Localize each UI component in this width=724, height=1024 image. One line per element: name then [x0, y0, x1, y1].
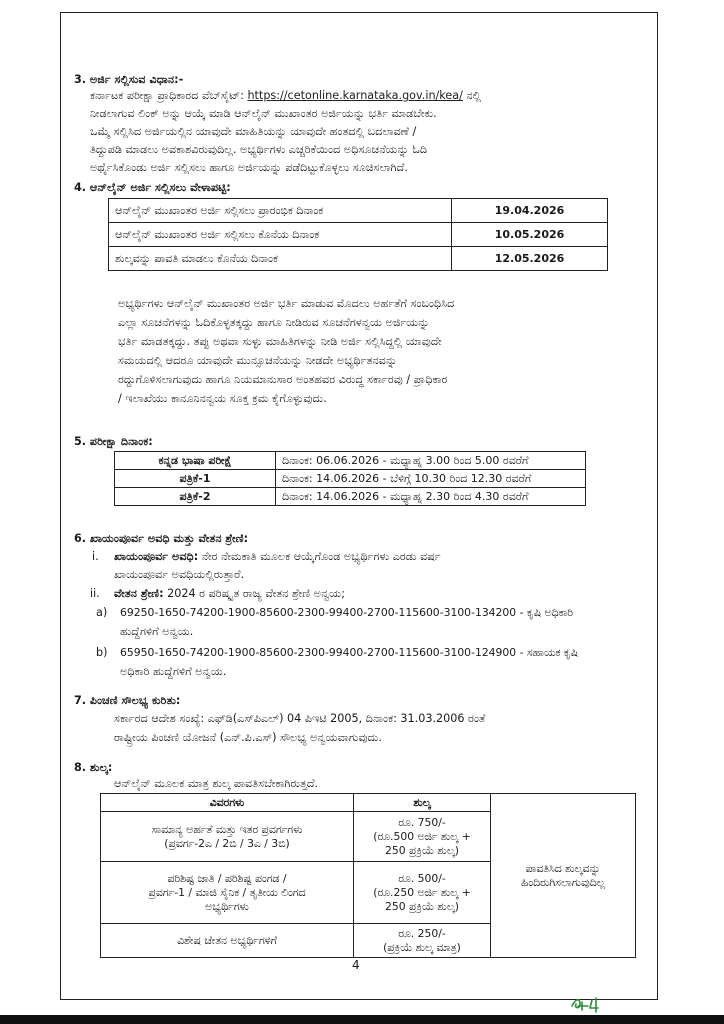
schedule-label: ಆನ್‌ಲೈನ್ ಮುಖಾಂತರ ಅರ್ಜಿ ಸಲ್ಲಿಸಲು ಪ್ರಾರಂಭಿಕ ದಿನಾಂಕ	[109, 199, 452, 223]
fee-category-line: ಅಭ್ಯರ್ಥಿಗಳು	[205, 899, 249, 913]
schedule-row	[109, 247, 608, 271]
fee-category	[101, 812, 354, 862]
signature-mark	[568, 994, 608, 1014]
fee-amount	[354, 862, 491, 924]
scan-bottom-edge	[0, 1015, 724, 1024]
section-3-line-2: ನೀಡಲಾಗುವ ಲಿಂಕ್ ಅನ್ನು ಆಯ್ಕೆ ಮಾಡಿ ಆನ್‌ಲೈನ್ ಮುಖಾಂತರ ಅರ್ಜಿಯನ್ನು ಭರ್ತಿ ಮಾಡಬೇಕು.	[90, 107, 437, 120]
section-4-para-line: ಎಲ್ಲಾ ಸೂಚನೆಗಳನ್ನು ಓದಿಕೊಳ್ಳತಕ್ಕದ್ದು ಹಾಗೂ ನೀಡಿರುವ ಸೂಚನೆಗಳನ್ವಯ ಅರ್ಜಿಯನ್ನು	[118, 316, 430, 329]
schedule-label: ಆನ್‌ಲೈನ್ ಮುಖಾಂತರ ಅರ್ಜಿ ಸಲ್ಲಿಸಲು ಕೊನೆಯ ದಿನಾಂಕ	[109, 223, 452, 247]
fee-amount-line: (ರೂ.250 ಅರ್ಜಿ ಶುಲ್ಕ +	[373, 885, 471, 899]
fee-intro: ಆನ್‌ಲೈನ್ ಮೂಲಕ ಮಾತ್ರ ಶುಲ್ಕ ಪಾವತಿಸಬೇಕಾಗಿರುತ್ತದೆ.	[114, 777, 319, 790]
fee-amount-line: ರೂ. 250/-	[398, 926, 446, 940]
fee-amount	[354, 812, 491, 862]
refund-note	[491, 794, 636, 958]
pay-scale-label: ವೇತನ ಶ್ರೇಣಿ:	[114, 587, 164, 600]
section-4-para-line: ಭರ್ತಿ ಮಾಡತಕ್ಕದ್ದು. ತಪ್ಪು ಅಥವಾ ಸುಳ್ಳು ಮಾಹಿತಿಗಳನ್ನು ನೀಡಿ ಅರ್ಜಿ ಸಲ್ಲಿಸಿದ್ದಲ್ಲಿ ಯಾವುದೇ	[118, 335, 442, 348]
section-4-para-line: ಅಭ್ಯರ್ಥಿಗಳು ಆನ್‌ಲೈನ್ ಮುಖಾಂತರ ಅರ್ಜಿ ಭರ್ತಿ ಮಾಡುವ ಮೊದಲು ಅರ್ಹತೆಗೆ ಸಂಬಂಧಿಸಿದ	[118, 297, 455, 310]
section-4-para-line: ಸಮಯದಲ್ಲಿ ಆದರೂ ಯಾವುದೇ ಮುನ್ಸೂಚನೆಯನ್ನು ನೀಡದೇ ಅಭ್ಯರ್ಥಿತನವನ್ನು	[118, 354, 398, 367]
fee-col-details: ವಿವರಗಳು	[101, 794, 354, 812]
fee-category	[101, 862, 354, 924]
fee-table	[100, 793, 636, 958]
fee-amount-line: (ಪ್ರಕ್ರಿಯೆ ಶುಲ್ಕ ಮಾತ್ರ)	[383, 940, 461, 954]
list-marker-b: b)	[96, 646, 108, 659]
refund-note-line-2: ಹಿಂದಿರುಗಿಸಲಾಗುವುದಿಲ್ಲ	[520, 875, 606, 889]
pay-scale-ao: 69250-1650-74200-1900-85600-2300-99400-2700-115600-3100-134200 - ಕೃಷಿ ಅಧಿಕಾರಿ	[120, 606, 573, 619]
exam-row	[115, 452, 586, 470]
section-3-line-3: ಒಮ್ಮೆ ಸಲ್ಲಿಸಿದ ಅರ್ಜಿಯಲ್ಲಿನ ಯಾವುದೇ ಮಾಹಿತಿಯನ್ನು ಯಾವುದೇ ಹಂತದಲ್ಲಿ ಬದಲಾವಣೆ /	[90, 125, 417, 138]
pay-scale-line	[114, 586, 345, 602]
exam-date-table	[114, 451, 586, 506]
schedule-date: 10.05.2026	[452, 223, 608, 247]
pension-line-1: ಸರ್ಕಾರದ ಆದೇಶ ಸಂಖ್ಯೆ: ಎಫ್‌ಡಿ(ಎಸ್‌ಪಿಎಲ್) 04 ಪಿಇಟಿ 2005, ದಿನಾಂಕ: 31.03.2006 ರಂತೆ	[114, 712, 486, 725]
list-marker-ii: ii.	[90, 587, 100, 600]
schedule-row	[109, 199, 608, 223]
fee-amount-line: 250 ಪ್ರಕ್ರಿಯೆ ಶುಲ್ಕ)	[385, 899, 459, 913]
fee-category-line: ವಿಶೇಷ ಚೇತನ ಅಭ್ಯರ್ಥಿಗಳಿಗೆ	[177, 933, 277, 947]
probation-label: ಖಾಯಂಪೂರ್ವ ಅವಧಿ:	[114, 550, 199, 563]
pay-scale-aao-2: ಅಧಿಕಾರಿ ಹುದ್ದೆಗಳಿಗೆ ಅನ್ವಯ.	[120, 665, 227, 678]
exam-timing: ದಿನಾಂಕ: 14.06.2026 - ಮಧ್ಯಾಹ್ನ 2.30 ರಿಂದ 4.30 ರವರೆಗೆ	[276, 488, 586, 506]
refund-note-line-1: ಪಾವತಿಸಿದ ಶುಲ್ಕವನ್ನು	[525, 861, 601, 875]
section-4-para-line: ರದ್ದುಗೊಳಿಸಲಾಗುವುದು ಹಾಗೂ ನಿಯಮಾನುಸಾರ ಅಂತಹವರ ವಿರುದ್ಧ ಸರ್ಕಾರವು / ಪ್ರಾಧಿಕಾರ	[118, 373, 448, 386]
fee-category-line: ಪರಿಶಿಷ್ಟ ಜಾತಿ / ಪರಿಶಿಷ್ಟ ಪಂಗಡ /	[167, 871, 287, 885]
exam-paper: ಪತ್ರಿಕೆ-2	[115, 488, 276, 506]
list-marker-i: i.	[92, 550, 99, 563]
exam-row	[115, 470, 586, 488]
exam-paper: ಪತ್ರಿಕೆ-1	[115, 470, 276, 488]
section-3-line-4: ತಿದ್ದುಪಡಿ ಮಾಡಲು ಅವಕಾಶವಿರುವುದಿಲ್ಲ. ಅಭ್ಯರ್ಥಿಗಳು ಎಚ್ಚರಿಕೆಯಿಂದ ಅಧಿಸೂಚನೆಯನ್ನು ಓದಿ	[90, 143, 428, 156]
fee-amount-line: ರೂ. 500/-	[398, 871, 446, 885]
exam-timing: ದಿನಾಂಕ: 14.06.2026 - ಬೆಳಿಗ್ಗೆ 10.30 ರಿಂದ 12.30 ರವರೆಗೆ	[276, 470, 586, 488]
schedule-row	[109, 223, 608, 247]
section-3-line-5: ಅರ್ಥೈಸಿಕೊಂಡು ಅರ್ಜಿ ಸಲ್ಲಿಸಲು ಹಾಗೂ ಅರ್ಜಿಯನ್ನು ಪಡೆದಿಟ್ಟುಕೊಳ್ಳಲು ಸೂಚಿಸಲಾಗಿದೆ.	[90, 161, 408, 174]
exam-timing: ದಿನಾಂಕ: 06.06.2026 - ಮಧ್ಯಾಹ್ನ 3.00 ರಿಂದ 5.00 ರವರೆಗೆ	[276, 452, 586, 470]
kea-website-link[interactable]: https://cetonline.karnataka.gov.in/kea/	[247, 89, 463, 102]
exam-row	[115, 488, 586, 506]
list-marker-a: a)	[96, 606, 108, 619]
section-7-heading: 7. ಪಿಂಚಣಿ ಸೌಲಭ್ಯ ಕುರಿತು:	[74, 694, 181, 707]
fee-category-line: ಸಾಮಾನ್ಯ ಅರ್ಹತೆ ಮತ್ತು ಇತರ ಪ್ರವರ್ಗಗಳು	[151, 822, 303, 836]
section-3-line-1	[90, 88, 481, 104]
schedule-date: 19.04.2026	[452, 199, 608, 223]
fee-category-line: (ಪ್ರವರ್ಗ-2ಎ / 2ಬಿ / 3ಎ / 3ಬಿ)	[164, 836, 290, 850]
probation-text: ನೇರ ನೇಮಕಾತಿ ಮೂಲಕ ಆಯ್ಕೆಗೊಂಡ ಅಭ್ಯರ್ಥಿಗಳು ಎರಡು ವರ್ಷ	[201, 550, 441, 563]
probation-text-2: ಖಾಯಂಪೂರ್ವ ಅವಧಿಯಲ್ಲಿರುತ್ತಾರೆ.	[114, 568, 245, 581]
section-3-heading: 3. ಅರ್ಜಿ ಸಲ್ಲಿಸುವ ವಿಧಾನ:-	[74, 73, 184, 86]
schedule-table	[108, 198, 608, 271]
section-3-text-tail: ನಲ್ಲಿ	[466, 89, 482, 102]
pay-scale-ao-2: ಹುದ್ದೆಗಳಿಗೆ ಅನ್ವಯ.	[120, 625, 194, 638]
pension-line-2: ರಾಷ್ಟ್ರೀಯ ಪಿಂಚಣಿ ಯೋಜನೆ (ಎನ್.ಪಿ.ಎಸ್) ಸೌಲಭ್ಯ ಅನ್ವಯವಾಗುವುದು.	[114, 731, 382, 744]
fee-category	[101, 924, 354, 958]
section-5-heading: 5. ಪರೀಕ್ಷಾ ದಿನಾಂಕ:	[74, 435, 153, 448]
schedule-date: 12.05.2026	[452, 247, 608, 271]
exam-paper: ಕನ್ನಡ ಭಾಷಾ ಪರೀಕ್ಷೆ	[115, 452, 276, 470]
fee-category-line: ಪ್ರವರ್ಗ-1 / ಮಾಜಿ ಸೈನಿಕ / ತೃತೀಯ ಲಿಂಗದ	[148, 885, 306, 899]
fee-amount	[354, 924, 491, 958]
pay-scale-aao: 65950-1650-74200-1900-85600-2300-99400-2700-115600-3100-124900 - ಸಹಾಯಕ ಕೃಷಿ	[120, 646, 578, 659]
fee-col-fee: ಶುಲ್ಕ	[354, 794, 491, 812]
section-8-heading: 8. ಶುಲ್ಕ:	[74, 761, 113, 774]
page-number: 4	[352, 958, 360, 972]
probation-line	[114, 549, 441, 565]
section-6-heading: 6. ಖಾಯಂಪೂರ್ವ ಅವಧಿ ಮತ್ತು ವೇತನ ಶ್ರೇಣಿ:	[74, 532, 249, 545]
fee-amount-line: (ರೂ.500 ಅರ್ಜಿ ಶುಲ್ಕ +	[373, 829, 471, 843]
section-4-para-line: / ಇಲಾಖೆಯು ಕಾನೂನಿನನ್ವಯ ಸೂಕ್ತ ಕ್ರಮ ಕೈಗೊಳ್ಳುವುದು.	[118, 392, 327, 405]
section-4-heading: 4. ಆನ್‌ಲೈನ್ ಅರ್ಜಿ ಸಲ್ಲಿಸಲು ವೇಳಾಪಟ್ಟಿ:	[74, 181, 231, 194]
section-3-text: ಕರ್ನಾಟಕ ಪರೀಕ್ಷಾ ಪ್ರಾಧಿಕಾರದ ವೆಬ್‌ಸೈಟ್:	[90, 89, 244, 102]
schedule-label: ಶುಲ್ಕವನ್ನು ಪಾವತಿ ಮಾಡಲು ಕೊನೆಯ ದಿನಾಂಕ	[109, 247, 452, 271]
pay-scale-text: 2024 ರ ಪರಿಷ್ಕೃತ ರಾಜ್ಯ ವೇತನ ಶ್ರೇಣಿ ಅನ್ವಯ;	[167, 587, 346, 600]
fee-amount-line: 250 ಪ್ರಕ್ರಿಯೆ ಶುಲ್ಕ)	[385, 843, 459, 857]
fee-header-row	[101, 794, 636, 812]
fee-amount-line: ರೂ. 750/-	[398, 815, 446, 829]
